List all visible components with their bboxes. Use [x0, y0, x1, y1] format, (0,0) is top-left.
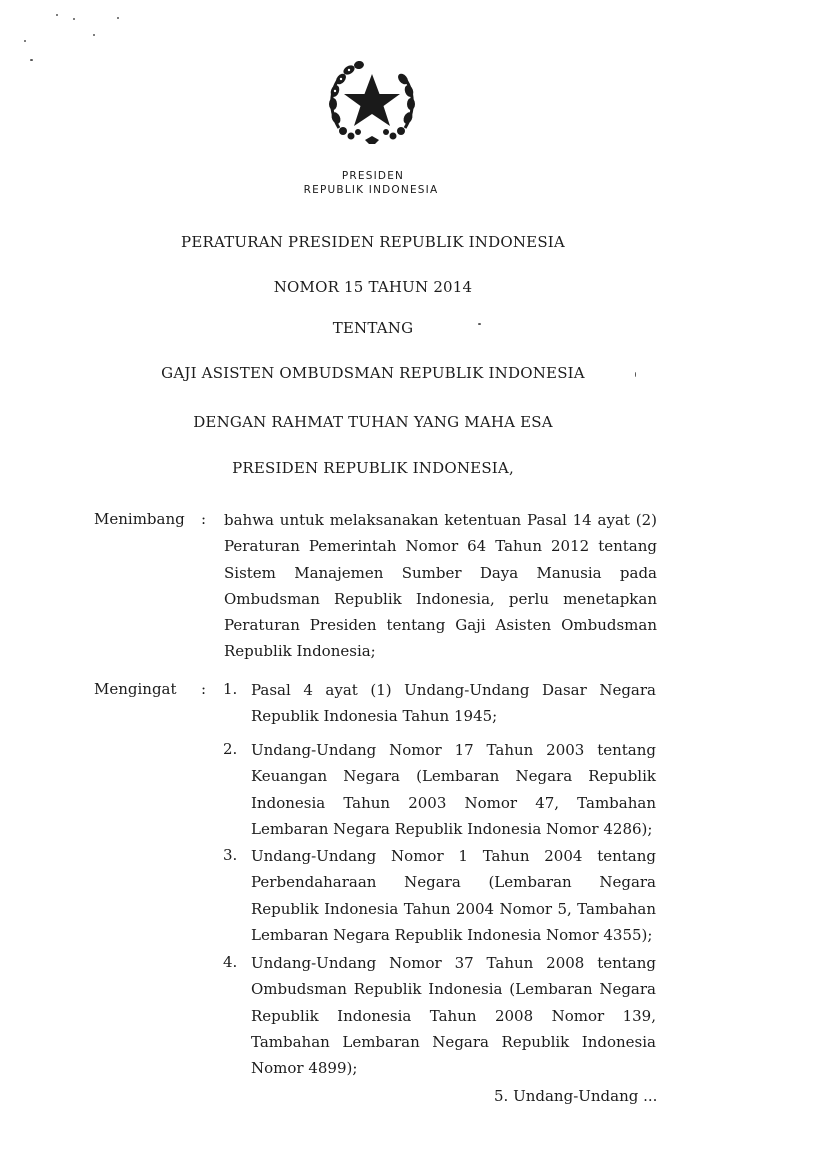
scan-speck	[73, 18, 75, 20]
scan-speck	[117, 17, 119, 19]
letterhead-title: PRESIDEN	[341, 170, 405, 182]
continuation-note: 5. Undang-Undang ...	[494, 1087, 658, 1105]
scan-speck	[93, 34, 95, 36]
regulation-number: NOMOR 15 TAHUN 2014	[273, 278, 473, 296]
considering-text: bahwa untuk melaksanakan ketentuan Pasal 14 ayat (2) Peraturan Pemerintah Nomor 64 Tahun 2012 tentang Sistem Manajemen Sumber Daya Manusia pada Ombudsman Republik Indonesia, perlu menetapkan Peraturan Presiden tentang Gaji Asisten Ombudsman Republik Indonesia;	[224, 511, 657, 661]
scan-speck	[56, 14, 58, 16]
list-item-number: 1.	[223, 680, 238, 698]
recalling-label: Mengingat	[94, 680, 177, 698]
list-item-text: Undang-Undang Nomor 17 Tahun 2003 tentang Keuangan Negara (Lembaran Negara Republik Indonesia Tahun 2003 Nomor 47, Tambahan Lembaran Negara Republik Indonesia Nomor 4286);	[251, 741, 656, 838]
list-item-number: 2.	[223, 740, 238, 758]
list-item-number: 3.	[223, 846, 238, 864]
issuer-line: PRESIDEN REPUBLIK INDONESIA,	[232, 459, 514, 477]
blessing-line: DENGAN RAHMAT TUHAN YANG MAHA ESA	[193, 413, 553, 431]
recalling-colon: :	[201, 680, 207, 698]
list-item-text: Pasal 4 ayat (1) Undang-Undang Dasar Negara Republik Indonesia Tahun 1945;	[251, 681, 656, 726]
regulation-subject: GAJI ASISTEN OMBUDSMAN REPUBLIK INDONESIA	[161, 364, 585, 382]
scan-speck	[24, 40, 26, 42]
list-item-text: Undang-Undang Nomor 1 Tahun 2004 tentang Perbendaharaan Negara (Lembaran Negara Republik Indonesia Tahun 2004 Nomor 5, Tambahan Lembaran Negara Republik Indonesia Nomor 4355);	[251, 847, 656, 944]
list-item-text: Undang-Undang Nomor 37 Tahun 2008 tentang Ombudsman Republik Indonesia (Lembaran Negara Republik Indonesia Tahun 2008 Nomor 139, Tambahan Lembaran Negara Republik Indonesia Nomor 4899);	[251, 954, 656, 1078]
letterhead-subtitle: REPUBLIK INDONESIA	[303, 184, 439, 196]
considering-colon: :	[201, 510, 207, 528]
state-emblem-icon	[325, 56, 419, 150]
scan-speck	[30, 59, 33, 61]
regulation-title: PERATURAN PRESIDEN REPUBLIK INDONESIA	[181, 233, 565, 251]
list-item-number: 4.	[223, 953, 238, 971]
regulation-about: TENTANG	[332, 319, 414, 337]
considering-label: Menimbang	[94, 510, 185, 528]
